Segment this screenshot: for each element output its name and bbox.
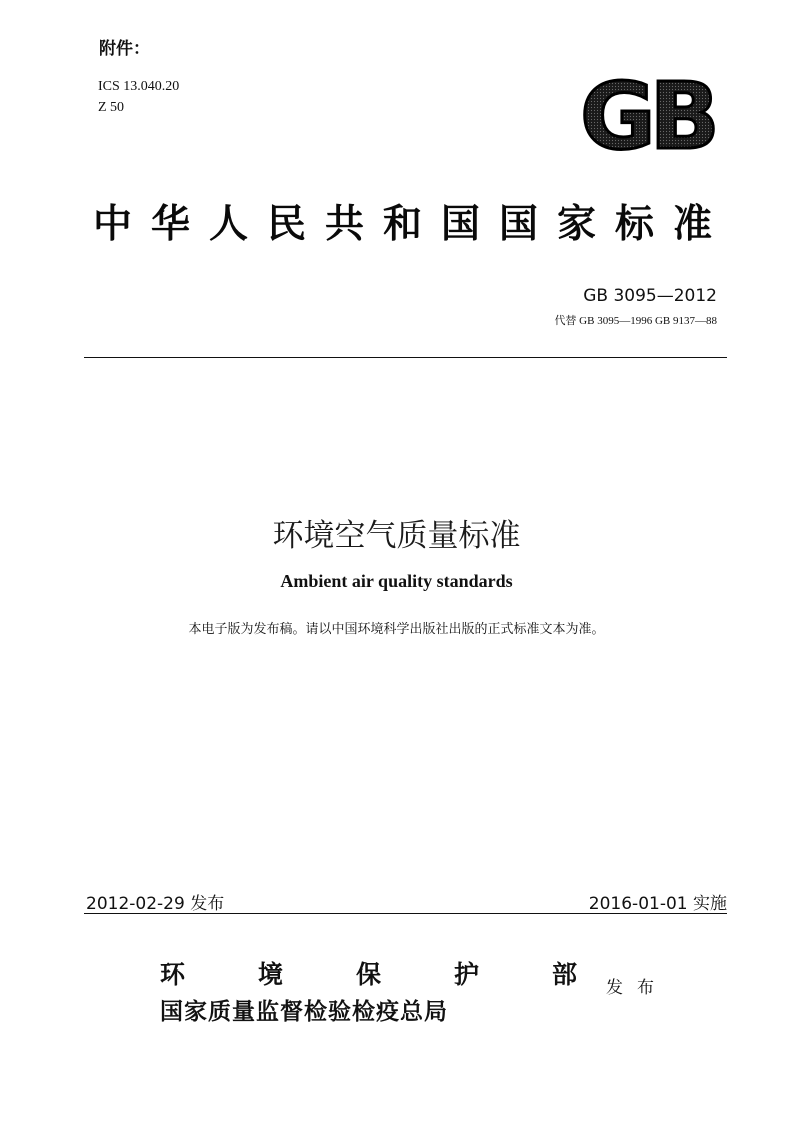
bottom-divider [84,913,727,914]
implementation-date: 2016-01-01 实施 [588,894,727,914]
issuer-char: 环 [160,960,186,989]
issue-date: 2012-02-29 发布 [86,894,225,914]
replaces-note: 代替 GB 3095—1996 GB 9137—88 [554,315,717,327]
issuer-char: 境 [258,960,284,989]
attachment-label: 附件： [99,39,150,59]
standard-title-cn: 环境空气质量标准 [272,518,521,554]
standard-title-en: Ambient air quality standards [280,571,513,591]
ccs-code: Z 50 [98,100,125,115]
logo-text: GB [580,76,714,154]
gb-standard-logo [572,76,722,154]
issuer-aqsiq: 国家质量监督检验检疫总局 [160,999,448,1025]
top-divider [84,357,727,358]
issuer-char: 部 [552,960,578,989]
issuer-char: 保 [356,960,382,989]
issuer-ministry [160,955,577,991]
standard-number: GB 3095—2012 [583,286,717,306]
edition-notice: 本电子版为发布稿。请以中国环境科学出版社出版的正式标准文本为准。 [188,622,605,637]
publish-label: 发布 [606,978,668,998]
national-standard-title: 中华人民共和国国家标准 [93,202,732,247]
ics-code: ICS 13.040.20 [98,79,180,94]
issuer-char: 护 [454,960,480,989]
